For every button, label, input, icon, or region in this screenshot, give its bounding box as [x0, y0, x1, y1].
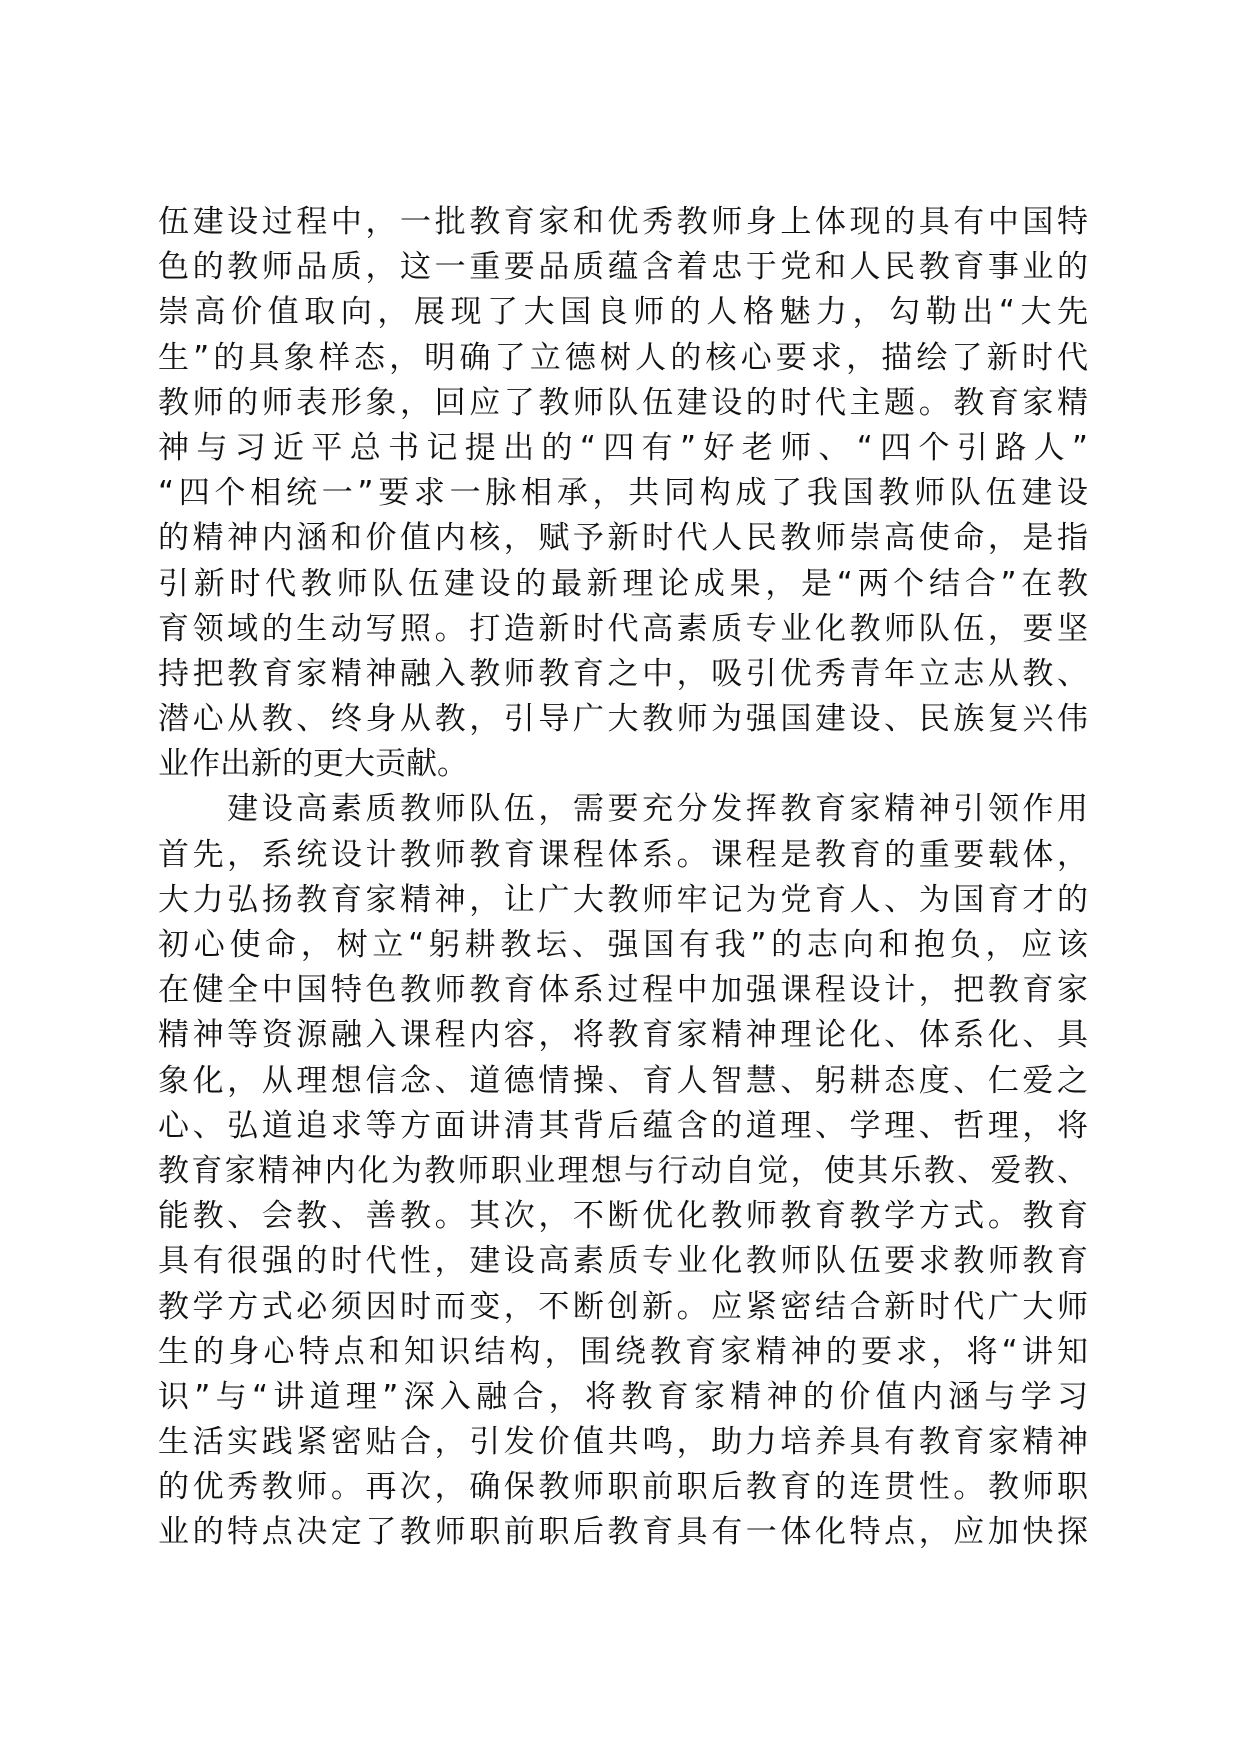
text-line: 心、弘道追求等方面讲清其背后蕴含的道理、学理、哲理，将	[158, 1107, 1088, 1144]
text-line: 业作出新的更大贡献。	[158, 746, 468, 783]
text-line: 精神等资源融入课程内容，将教育家精神理论化、体系化、具	[158, 1017, 1088, 1054]
text-line: 的优秀教师。再次，确保教师职前职后教育的连贯性。教师职	[158, 1469, 1088, 1506]
body-text	[158, 200, 1088, 1556]
text-line: 建设高素质教师队伍，需要充分发挥教育家精神引领作用	[158, 791, 1088, 828]
paragraph-2	[158, 787, 1088, 1555]
text-line: 育领域的生动写照。打造新时代高素质专业化教师队伍，要坚	[158, 610, 1088, 647]
text-line: 首先，系统设计教师教育课程体系。课程是教育的重要载体，	[158, 836, 1088, 873]
text-line: 生活实践紧密贴合，引发价值共鸣，助力培养具有教育家精神	[158, 1424, 1088, 1461]
text-line: 生”的具象样态，明确了立德树人的核心要求，描绘了新时代	[158, 339, 1088, 376]
text-line: 教学方式必须因时而变，不断创新。应紧密结合新时代广大师	[158, 1288, 1088, 1325]
text-line: 崇高价值取向，展现了大国良师的人格魅力，勾勒出“大先	[158, 294, 1088, 331]
text-line: 业的特点决定了教师职前职后教育具有一体化特点，应加快探	[158, 1514, 1088, 1551]
text-line: 初心使命，树立“躬耕教坛、强国有我”的志向和抱负，应该	[158, 927, 1088, 963]
text-line: “四个相统一”要求一脉相承，共同构成了我国教师队伍建设	[158, 475, 1088, 512]
text-line: 色的教师品质，这一重要品质蕴含着忠于党和人民教育事业的	[158, 249, 1088, 286]
text-line: 潜心从教、终身从教，引导广大教师为强国建设、民族复兴伟	[158, 701, 1088, 738]
text-line: 象化，从理想信念、道德情操、育人智慧、躬耕态度、仁爱之	[158, 1062, 1088, 1099]
paragraph-1	[158, 200, 1088, 787]
text-line: 的精神内涵和价值内核，赋予新时代人民教师崇高使命，是指	[158, 520, 1088, 557]
text-line: 大力弘扬教育家精神，让广大教师牢记为党育人、为国育才的	[158, 881, 1088, 918]
text-line: 在健全中国特色教师教育体系过程中加强课程设计，把教育家	[158, 972, 1088, 1009]
text-line: 伍建设过程中，一批教育家和优秀教师身上体现的具有中国特	[158, 204, 1088, 240]
text-line: 具有很强的时代性，建设高素质专业化教师队伍要求教师教育	[158, 1243, 1088, 1280]
text-line: 教育家精神内化为教师职业理想与行动自觉，使其乐教、爱教、	[158, 1152, 1088, 1189]
text-line: 能教、会教、善教。其次，不断优化教师教育教学方式。教育	[158, 1198, 1088, 1235]
text-line: 教师的师表形象，回应了教师队伍建设的时代主题。教育家精	[158, 384, 1088, 421]
text-line: 识”与“讲道理”深入融合，将教育家精神的价值内涵与学习	[158, 1378, 1088, 1415]
text-line: 生的身心特点和知识结构，围绕教育家精神的要求，将“讲知	[158, 1333, 1088, 1370]
text-line: 持把教育家精神融入教师教育之中，吸引优秀青年立志从教、	[158, 655, 1088, 692]
text-line: 神与习近平总书记提出的“四有”好老师、“四个引路人”	[158, 429, 1088, 466]
text-line: 引新时代教师队伍建设的最新理论成果，是“两个结合”在教	[158, 565, 1088, 602]
